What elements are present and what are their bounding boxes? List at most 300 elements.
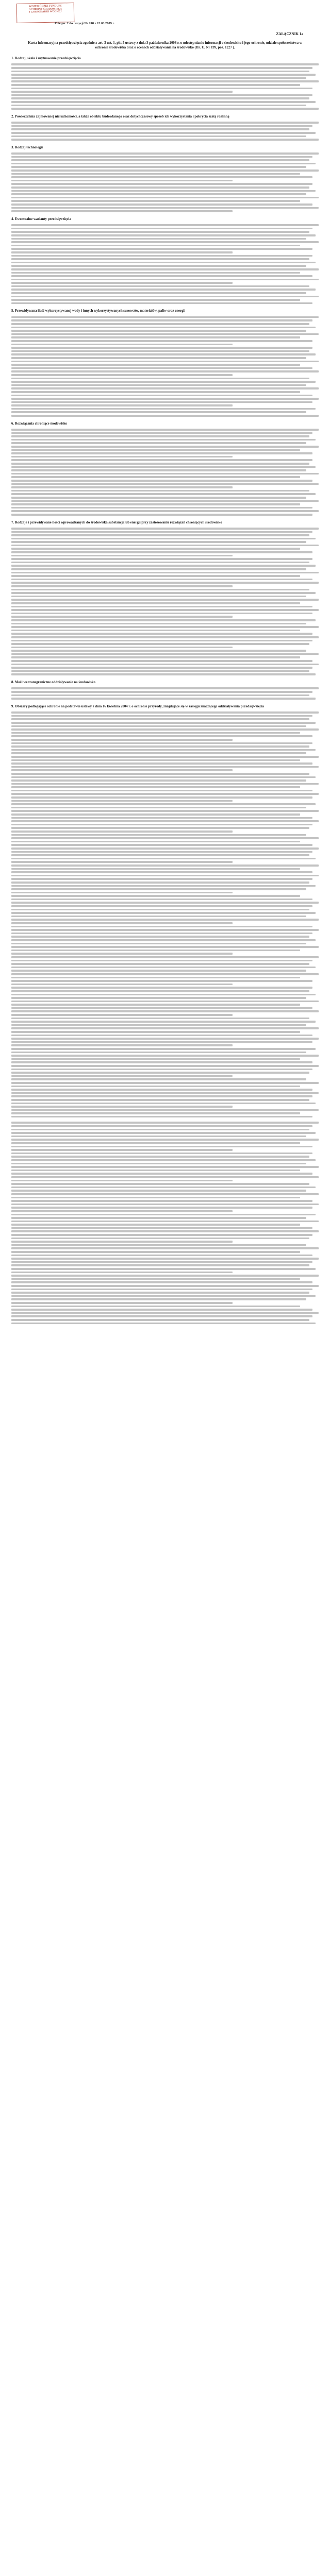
text-line [11,463,309,465]
text-line [11,258,309,260]
text-line [11,128,309,130]
text-line [11,841,300,843]
text-line [11,977,300,979]
text-line [11,139,319,141]
document-section [11,681,319,700]
text-line [11,848,319,850]
text-line [11,619,316,621]
text-line [11,1139,319,1141]
text-line [11,344,233,346]
text-line [11,204,312,206]
text-line [11,1052,306,1054]
text-line [11,1035,312,1037]
text-line [11,844,312,846]
text-line [11,1129,309,1131]
text-line [11,483,319,485]
text-line [11,503,300,505]
text-line [11,939,316,941]
text-line [11,63,319,65]
text-line [11,435,309,437]
stamp-line: I GOSPODARKI WODNEJ [29,10,62,14]
text-line [11,1163,306,1165]
section-text-block [11,63,319,109]
text-line [11,837,319,839]
decision-reference: Pole pn. 2 do decyzji Nr 248 z 13.03.2009 r. [55,22,115,25]
text-line [11,1312,319,1314]
text-line [11,626,319,628]
text-line [11,1153,312,1155]
text-line [11,241,319,243]
text-line [11,582,319,584]
text-line [11,1210,233,1212]
text-line [11,1255,312,1257]
stamp-line: WOJEWÓDZKI FUNDUSZ [28,4,62,8]
text-line [11,333,319,335]
text-line [11,238,306,240]
text-line [11,1010,319,1012]
text-line [11,1193,319,1195]
text-line [11,711,319,714]
text-line [11,497,306,499]
text-line [11,292,306,294]
text-line [11,1136,306,1138]
text-line [11,936,309,938]
text-line [11,596,306,598]
text-line [11,1044,233,1046]
text-line [11,779,306,782]
text-line [11,1109,319,1111]
section-heading: 3. Rodzaj technologii [11,145,43,149]
text-line [11,1170,300,1172]
text-line [11,330,306,332]
document-page [11,0,319,1324]
text-line [11,234,316,236]
text-line [11,1024,306,1026]
text-line [11,1278,300,1280]
text-line [11,1224,300,1226]
text-line [11,650,306,652]
text-line [11,545,319,547]
text-line [11,820,319,822]
text-line [11,370,319,372]
text-line [11,871,312,873]
text-line [11,606,312,608]
text-line [11,122,319,124]
text-line [11,997,306,999]
text-line [11,776,316,778]
text-line [11,361,319,363]
text-line [11,183,312,185]
text-line [11,224,319,226]
document-section [11,57,319,110]
text-line [11,919,319,921]
text-line [11,1031,300,1033]
text-line [11,1292,309,1294]
text-line [11,691,312,693]
text-line [11,766,319,768]
text-line [11,943,306,945]
text-line [11,1061,312,1063]
text-line [11,687,319,689]
text-line [11,793,319,795]
text-line [11,282,233,284]
text-line [11,1122,319,1124]
text-line [11,534,309,536]
text-line [11,762,312,765]
text-line [11,589,309,591]
text-line [11,378,309,380]
text-line [11,1072,309,1074]
text-line [11,742,312,744]
text-line [11,698,316,700]
text-line [11,285,309,287]
document-section [11,705,319,1118]
text-line [11,905,312,907]
text-line [11,210,233,212]
section-heading: 6. Rozwiązania chroniące środowisko [11,421,68,426]
text-line [11,528,319,530]
text-line [11,868,300,870]
text-line [11,67,312,69]
text-line [11,1014,233,1016]
text-line [11,773,309,775]
text-line [11,323,309,325]
text-line [11,1007,312,1009]
text-line [11,950,300,952]
text-line [11,647,233,649]
text-line [11,1156,309,1158]
text-line [11,1055,319,1057]
text-line [11,817,312,819]
text-line [11,892,233,894]
text-line [11,231,309,233]
text-line [11,500,319,502]
text-line [11,909,309,911]
section-heading: 4. Ewentualne warianty przedsięwzięcia [11,217,71,221]
text-line [11,452,312,454]
text-line [11,1075,233,1077]
text-line [11,851,312,853]
text-line [11,1295,316,1297]
text-line [11,602,300,604]
text-line [11,953,233,955]
text-line [11,562,309,564]
text-line [11,718,309,720]
text-line [11,1089,312,1091]
text-line [11,350,309,352]
text-line [11,401,312,403]
text-line [11,895,300,897]
text-line [11,1048,316,1050]
section-heading: 1. Rodzaj, skala i usytuowanie przedsięwzięcia [11,57,81,60]
section-text-block [11,224,319,304]
text-line [11,1272,233,1274]
text-line [11,653,319,655]
text-line [11,200,300,202]
text-line [11,1261,312,1263]
text-line [11,640,312,642]
text-line [11,411,306,413]
text-line [11,531,312,533]
text-line [11,1241,233,1243]
text-line [11,514,312,516]
text-line [11,398,319,400]
text-line [11,568,306,570]
text-line [11,1187,316,1189]
text-line [11,929,319,931]
text-line [11,735,312,737]
text-line [11,1069,312,1071]
section-text-block [11,122,319,141]
text-line [11,956,319,958]
document-body [11,57,319,1324]
text-line [11,1258,319,1260]
text-line [11,449,300,451]
text-line [11,381,316,383]
text-line [11,888,306,890]
text-line [11,170,319,172]
text-line [11,667,312,669]
text-line [11,1275,319,1277]
text-line [11,1176,319,1178]
text-line [11,970,306,972]
text-line [11,831,233,833]
text-line [11,357,306,359]
text-line [11,395,312,397]
text-line [11,984,233,986]
document-title: Karta informacyjna przedsięwzięcia zgodnie z art. 3 ust. 1, pkt 5 ustawy z dnia 3 października 2008 r. o udostępnianiu informacji o środowisku i jego ochronie, udziale społeczeństwa w ochronie środowiska oraz o ocenach oddziaływania na środowisko (Dz. U. Nr 199, poz. 1227 ). [28,41,302,50]
text-line [11,575,300,577]
text-line [11,1021,316,1023]
text-line [11,1227,312,1229]
text-line [11,814,300,816]
text-line [11,275,312,277]
text-line [11,759,300,761]
text-line [11,664,319,666]
section-heading: 5. Przewidywana ilość wykorzystywanej wody i innych wykorzystywanych surowców, materiałów, paliw oraz energii [11,309,186,313]
text-line [11,347,312,349]
text-line [11,1159,316,1161]
text-line [11,1281,312,1283]
text-line [11,180,233,182]
text-line [11,800,233,802]
text-line [11,319,312,321]
text-line [11,1001,319,1003]
text-line [11,551,312,553]
text-line [11,752,306,754]
text-line [11,946,319,948]
text-line [11,585,233,587]
text-line [11,1221,319,1223]
text-line [11,1103,316,1105]
text-line [11,1214,316,1216]
text-line [11,960,312,962]
section-text-block [11,711,319,1117]
text-line [11,125,312,127]
text-line [11,77,306,79]
document-section [11,309,319,416]
text-line [11,493,316,495]
text-line [11,152,319,155]
text-line [11,510,319,512]
text-line [11,97,309,99]
text-line [11,722,316,724]
text-line [11,803,316,805]
text-line [11,1207,312,1209]
text-line [11,74,316,76]
section-text-block [11,429,319,515]
document-section [11,1122,319,1324]
section-heading: 8. Możliwe transgraniczne oddziaływanie na środowisko [11,681,95,685]
text-line [11,429,319,431]
text-line [11,636,319,638]
text-line [11,963,309,965]
section-text-block [11,152,319,212]
document-section [11,422,319,516]
text-line [11,1264,309,1266]
text-line [11,1306,300,1308]
text-line [11,739,233,741]
text-line [11,459,312,461]
text-line [11,439,316,441]
text-line [11,1082,319,1084]
text-line [11,1190,306,1192]
text-line [11,302,312,304]
text-line [11,327,316,329]
text-line [11,694,309,697]
text-line [11,858,316,860]
text-line [11,262,316,264]
text-line [11,538,316,540]
annex-label: ZAŁĄCZNIK 1a [276,32,303,36]
text-line [11,1319,309,1321]
text-line [11,1018,309,1020]
text-line [11,340,312,342]
text-line [11,1146,312,1148]
text-line [11,541,306,543]
text-line [11,882,309,884]
text-line [11,1204,319,1206]
text-line [11,80,319,82]
text-line [11,408,316,410]
text-line [11,796,312,799]
text-line [11,156,312,158]
text-line [11,1173,312,1175]
text-line [11,384,306,386]
text-line [11,88,312,90]
text-line [11,834,306,836]
text-line [11,1200,312,1202]
text-line [11,643,309,645]
text-line [11,912,316,914]
text-line [11,1142,300,1144]
text-line [11,613,312,615]
text-line [11,807,306,809]
text-line [11,725,306,727]
text-line [11,1027,319,1029]
text-line [11,555,233,557]
text-line [11,1086,300,1088]
text-line [11,1285,319,1287]
text-line [11,108,319,110]
text-line [11,599,319,601]
text-line [11,1244,306,1246]
text-line [11,756,319,758]
text-line [11,193,306,195]
text-line [11,374,233,376]
text-line [11,132,316,134]
text-line [11,861,233,863]
text-line [11,783,319,785]
text-line [11,507,312,509]
text-line [11,187,309,189]
text-line [11,1315,312,1317]
text-line [11,824,312,826]
text-line [11,790,312,792]
text-line [11,353,316,355]
text-line [11,1065,319,1067]
text-line [11,1078,306,1080]
section-text-block [11,687,319,699]
text-line [11,899,312,901]
document-section [11,146,319,212]
text-line [11,1289,312,1291]
text-line [11,272,300,274]
text-line [11,1041,312,1043]
text-line [11,473,319,475]
text-line [11,91,233,93]
text-line [11,105,306,107]
text-line [11,1166,319,1168]
text-line [11,933,312,935]
text-line [11,207,319,209]
text-line [11,1323,316,1325]
text-line [11,71,309,73]
text-line [11,469,306,471]
text-line [11,1238,309,1240]
text-line [11,1217,306,1219]
text-line [11,245,300,247]
text-line [11,159,309,161]
text-line [11,572,319,574]
text-line [11,1197,300,1199]
text-line [11,623,306,625]
text-line [11,387,319,389]
text-line [11,316,319,318]
text-line [11,251,233,253]
text-line [11,442,306,444]
text-line [11,1298,306,1300]
text-line [11,1180,233,1182]
text-line [11,656,300,658]
text-line [11,446,319,448]
text-line [11,1038,319,1040]
text-line [11,548,300,550]
text-line [11,732,300,734]
text-line [11,364,300,366]
text-line [11,176,312,178]
text-line [11,415,319,417]
text-line [11,990,309,992]
text-line [11,299,300,301]
text-line [11,135,306,138]
text-line [11,289,316,291]
text-line [11,163,316,165]
text-line [11,749,316,751]
text-line [11,875,319,877]
text-line [11,248,312,250]
text-line [11,810,319,812]
